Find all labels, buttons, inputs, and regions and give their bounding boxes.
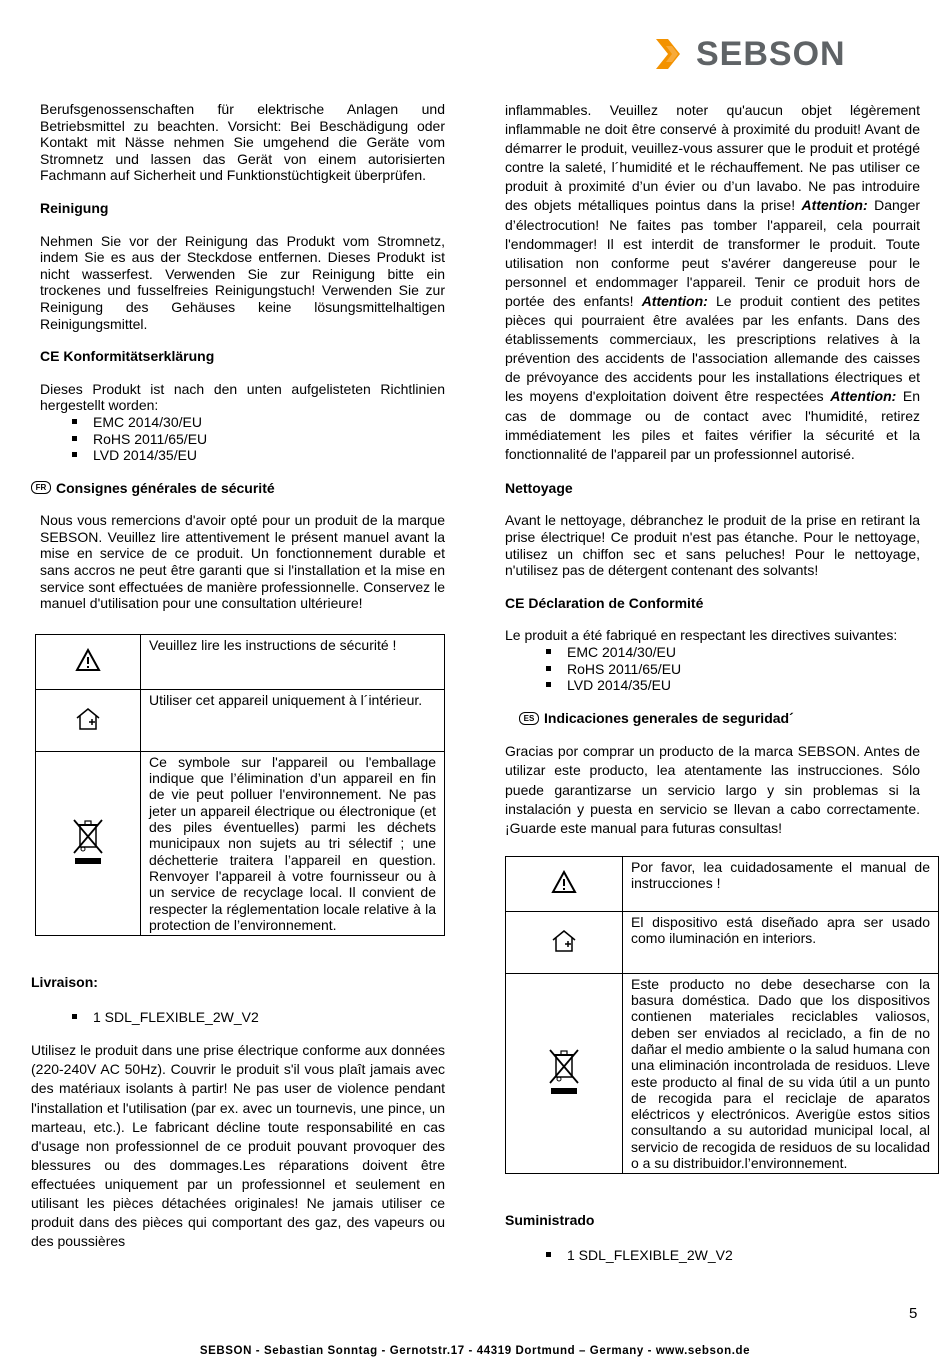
warning-triangle-icon — [36, 634, 141, 689]
ce-heading: CE Konformitätserklärung — [40, 348, 215, 365]
fr-symbol-table — [35, 634, 445, 936]
chevron-logo-icon — [654, 37, 690, 71]
indoor-house-icon — [36, 689, 141, 751]
directive-list-fr — [505, 644, 920, 694]
fr-continued: inflammables. Veuillez noter qu'aucun objet légèrement inflammable ne doit être conservé à proximité du produit! Avant de démarrer le produit, veuillez-vous assurer que le produit et protégé contre la saleté, l´humidité et le réchauffement. Ne pas utiliser ce produit à proximité d’un évier ou d’un lavabo. Ne pas introduire des objets métalliques pointus dans la prise! Attention: Danger d’électrocution! Ne faites pas tomber l'appareil, cela pourrait l'endommager! Il est interdit de transformer le produit. Toute utilisation non conforme peut s'avérer dangereuse pour le personnel et endommager l'appareil. Tenir ce produit hors de portée des enfants! Attention: Le produit contient des petites pièces qui pourraient être avalées par les enfants. Dans des établissements commerciaux, les prescriptions relatives à la prévention des accidents de l'association allemande des caisses de prévoyance des accidents pour les installations électriques et les moyens d'exploitation doivent être respectées Attention: En cas de dommage ou de contact avec l'humidité, retirez immédiatement les piles et faites vérifier la sécurité et la fonctionnalité de l'appareil par un professionnel autorisé. — [505, 102, 921, 462]
directive-list — [31, 414, 445, 464]
list-item: 1 SDL_FLEXIBLE_2W_V2 — [505, 1247, 920, 1264]
indoor-house-icon — [506, 911, 623, 973]
es-symbol-table — [505, 856, 939, 1175]
list-item: RoHS 2011/65/EU — [505, 661, 920, 678]
list-item: EMC 2014/30/EU — [505, 644, 920, 661]
cleaning-heading-fr: Nettoyage — [505, 479, 573, 496]
table-cell: Por favor, lea cuidadosamente el manual de instrucciones ! — [623, 856, 939, 911]
brand-name: SEBSON — [696, 35, 846, 73]
table-cell: Veuillez lire les instructions de sécurité ! — [141, 634, 445, 689]
delivery-list-es — [505, 1247, 920, 1264]
list-item: LVD 2014/35/EU — [31, 447, 445, 464]
list-item: LVD 2014/35/EU — [505, 677, 920, 694]
table-row — [506, 856, 939, 911]
cleaning-heading: Reinigung — [40, 199, 109, 216]
table-cell: El dispositivo está diseñado apra ser usado como iluminación en interiors. — [623, 911, 939, 973]
ce-heading-fr: CE Déclaration de Conformité — [505, 594, 704, 611]
table-cell: Utiliser cet appareil uniquement à l´intérieur. — [141, 689, 445, 751]
table-row — [36, 689, 445, 751]
table-row — [506, 973, 939, 1174]
right-column — [505, 101, 930, 1264]
es-heading: Indicaciones generales de seguridad´ — [544, 709, 794, 726]
delivery-heading: Livraison: — [31, 974, 98, 991]
table-row — [36, 634, 445, 689]
table-cell: Ce symbole sur l'appareil ou l'emballage indique que l’élimination d’un appareil en fin de vie peut polluer l'environnement. Ne pas jeter un appareil électrique ou électronique (et des piles éventuelles) parmi les déchets municipaux non sujets au tri sélectif ; une déchetterie traitera l’appareil en question. Renvoyer l'appareil à votre fournisseur ou à un service de recyclage local. Il convient de respecter la réglementation locale relative à la protection de l’environnement. — [141, 751, 445, 935]
warning-triangle-icon — [506, 856, 623, 911]
cleaning-text-fr: Avant le nettoyage, débranchez le produit de la prise en retirant la prise électrique! Ce produit n'est pas étanche. Pour le nettoyage, utilisez un chiffon sec et sans peluches! Pour le nettoyage, n'utilisez pas de détergent contenant des solvants! — [505, 512, 920, 579]
table-row — [506, 911, 939, 973]
fr-intro: Nous vous remercions d'avoir opté pour un produit de la marque SEBSON. Veuillez lire attentivement le présent manuel avant la mise en service de ce produit. Un fonctionnement durable et sans accros ne peut être garanti que si l'installation et la mise en service sont effectuées de manière professionnelle. Conservez le manuel d'utilisation pour une consultation ultérieure! — [40, 512, 445, 612]
table-cell: Este producto no debe desecharse con la basura doméstica. Dado que los dispositivos contienen materiales reciclables valiosos, deben ser enviados al reciclado, a fin de no dañar el medio ambiente o la salud humana con una eliminación incontrolada de residuos. Lleve este producto al final de su vida útil a un punto de recogida para el reciclaje de aparatos eléctricos y electrónicos. Averigüe estos sitios consultando a su autoridad municipal local, al servicio de recogida de residuos de su localidad o a su distribuidor.l’environnement. — [623, 973, 939, 1174]
intro-continued: Berufsgenossenschaften für elektrische Anlagen und Betriebsmittel zu beachten. Vorsicht: Bei Beschädigung oder Kontakt mit Nässe nehmen Sie umgehend die Geräte vom Stromnetz und lassen das Gerät von einem autorisierten Fachmann auf Sicherheit und Funktionstüchtigkeit überprüfen. — [40, 101, 445, 184]
list-item: EMC 2014/30/EU — [31, 414, 445, 431]
left-column — [31, 101, 445, 1251]
table-row — [36, 751, 445, 935]
page-footer: SEBSON - Sebastian Sonntag - Gernotstr.17 - 44319 Dortmund – Germany - www.sebson.de — [199, 1345, 751, 1357]
list-item: RoHS 2011/65/EU — [31, 431, 445, 448]
fr-heading: Consignes générales de sécurité — [56, 479, 275, 496]
ce-text: Dieses Produkt ist nach den unten aufgelisteten Richtlinien hergestellt worden: — [40, 380, 445, 414]
delivery-heading-es: Suministrado — [505, 1212, 595, 1229]
fr-section-heading — [31, 480, 445, 497]
list-item: 1 SDL_FLEXIBLE_2W_V2 — [31, 1009, 445, 1026]
ce-text-fr: Le produit a été fabriqué en respectant les directives suivantes: — [505, 627, 898, 644]
attention-label: Attention: — [801, 197, 868, 214]
es-section-heading — [505, 710, 920, 727]
usage-text: Utilisez le produit dans une prise électrique conforme aux données (220-240V AC 50Hz). Couvrir le produit s'il vous plaît jamais avec des matériaux isolants à partir! Ne pas user de violence pendant l'installation et l'utilisation (par ex. avec un tournevis, une pince, un marteau, etc.). Le fabricant décline toute responsabilité en cas d'usage non professionnel de ce produit pouvant provoquer des blessures ou des dommages.Les réparations doivent être effectuées uniquement par un professionnel et seulement en utilisant les pièces détachées originales! Ne jamais utiliser ce produit dans des pièces qui comportant des gaz, des vapeurs ou des poussières — [31, 1042, 445, 1250]
cleaning-text: Nehmen Sie vor der Reinigung das Produkt vom Stromnetz, indem Sie es aus der Steckdose entfernen. Dieses Produkt ist nicht wasserfest. Verwenden Sie zur Reinigung bitte ein trockenes und fusselfreies Reinigungstuch! Verwenden Sie zur Reinigung des Gehäuses keine lösungsmittelhaltigen Reinigungsmittel. — [40, 232, 445, 332]
attention-label: Attention: — [830, 388, 897, 405]
es-intro: Gracias por comprar un producto de la marca SEBSON. Antes de utilizar este producto, lea atentamente las instrucciones. Sólo puede garantizarse un servicio largo y sin problemas si la instalación y puesta en servicio se llevan a cabo correctamente. ¡Guarde este manual para futuras consultas! — [505, 743, 920, 836]
delivery-list — [31, 1009, 445, 1026]
attention-label: Attention: — [641, 292, 708, 309]
language-badge-fr: FR — [31, 481, 51, 494]
crossed-bin-icon — [36, 751, 141, 935]
sebson-logo — [654, 34, 864, 74]
page-number: 5 — [909, 1305, 918, 1322]
language-badge-es: ES — [519, 712, 539, 725]
crossed-bin-icon — [506, 973, 623, 1174]
